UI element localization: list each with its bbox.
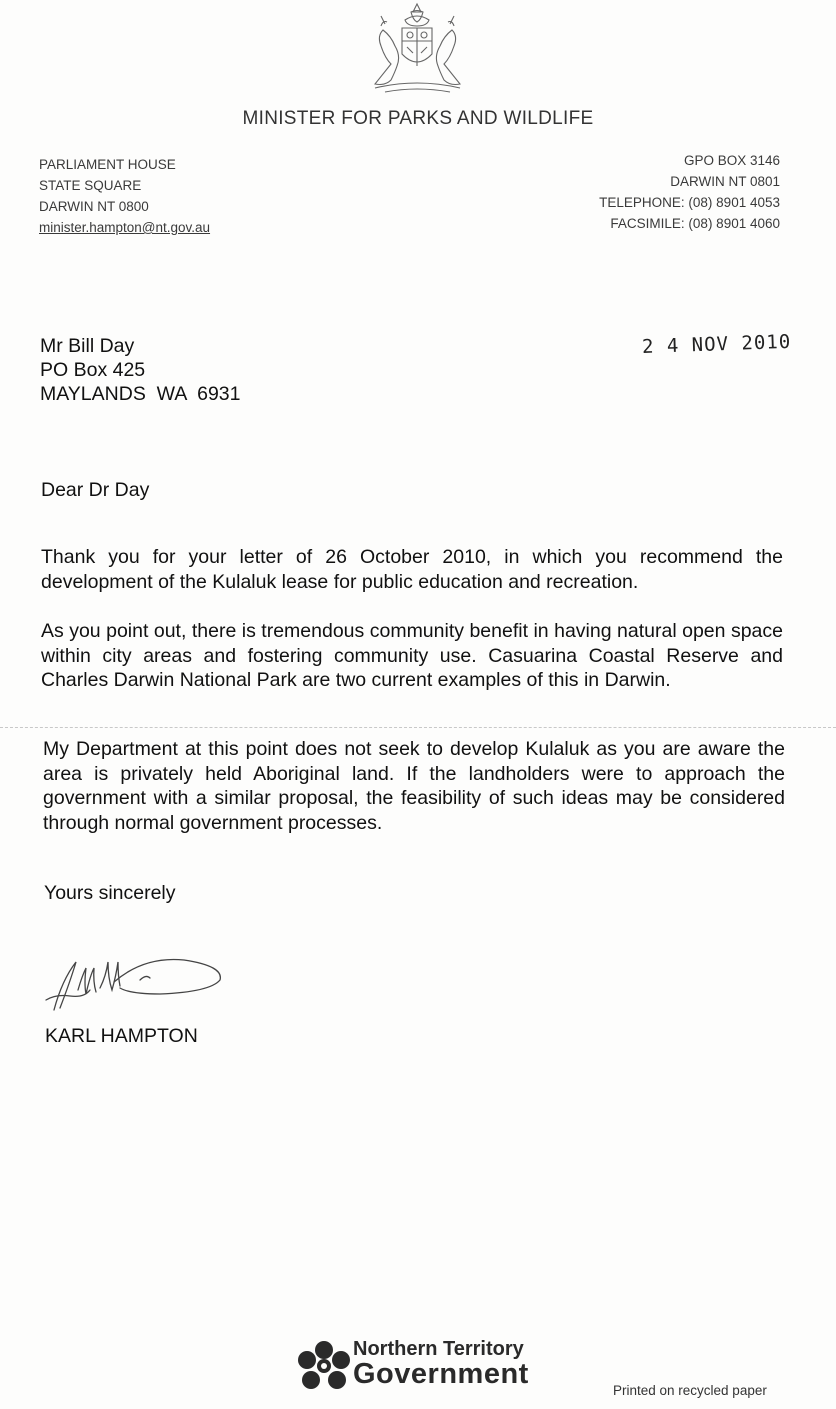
address-line: PARLIAMENT HOUSE bbox=[39, 157, 176, 172]
paragraph: As you point out, there is tremendous community benefit in having natural open space within city areas and fostering community use. Casuarina Coastal Reserve and Charles Darwin National Park are two current examples of this in Darwin. bbox=[41, 620, 783, 691]
date-stamp: 2 4 NOV 2010 bbox=[641, 330, 792, 358]
address-line: DARWIN NT 0800 bbox=[39, 199, 149, 214]
recipient-line: PO Box 425 bbox=[40, 359, 146, 381]
org-name-line1: Northern Territory bbox=[353, 1338, 524, 1360]
coat-of-arms-icon bbox=[355, 0, 480, 100]
address-line: STATE SQUARE bbox=[39, 178, 142, 193]
signer-name: KARL HAMPTON bbox=[45, 1025, 198, 1047]
recycled-paper-note: Printed on recycled paper bbox=[613, 1383, 767, 1398]
org-name-line2: Government bbox=[353, 1358, 529, 1390]
fold-line bbox=[0, 727, 836, 728]
recipient-address bbox=[40, 334, 241, 406]
recipient-line: MAYLANDS WA 6931 bbox=[40, 383, 241, 405]
salutation: Dear Dr Day bbox=[41, 479, 150, 501]
facsimile-line: FACSIMILE: (08) 8901 4060 bbox=[610, 216, 780, 231]
paragraph: Thank you for your letter of 26 October 2010, in which you recommend the development of the Kulaluk lease for public education and recreation. bbox=[41, 546, 783, 593]
address-line: DARWIN NT 0801 bbox=[670, 174, 780, 189]
telephone-line: TELEPHONE: (08) 8901 4053 bbox=[599, 195, 780, 210]
desert-rose-logo-icon bbox=[297, 1340, 352, 1392]
handwritten-signature bbox=[40, 950, 240, 1022]
closing: Yours sincerely bbox=[44, 882, 176, 904]
email-link[interactable]: minister.hampton@nt.gov.au bbox=[39, 220, 211, 235]
address-line: GPO BOX 3146 bbox=[683, 153, 780, 168]
postal-contact-block bbox=[599, 150, 780, 234]
paragraph: My Department at this point does not seek to develop Kulaluk as you are aware the area is privately held Aboriginal land. If the landholders were to approach the government with a similar proposal, the feasibility of such ideas may be considered through normal government processes. bbox=[43, 738, 785, 834]
recipient-line: Mr Bill Day bbox=[40, 335, 135, 357]
sender-address bbox=[39, 154, 210, 238]
minister-title: MINISTER FOR PARKS AND WILDLIFE bbox=[242, 108, 594, 129]
